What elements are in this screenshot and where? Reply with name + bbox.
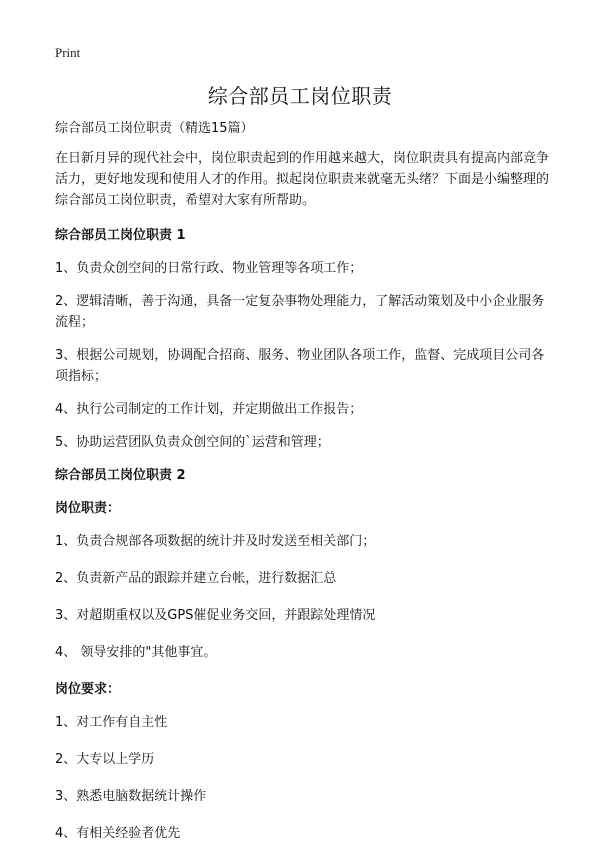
list-item: 2、负责新产品的跟踪并建立台帐，进行数据汇总 [55, 571, 337, 586]
list-item: 1、负责众创空间的日常行政、物业管理等各项工作； [55, 261, 363, 276]
list-item: 3、根据公司规划，协调配合招商、服务、物业团队各项工作，监督、完成项目公司各项指标； [55, 348, 545, 384]
section-heading-2: 综合部员工岗位职责 2 [55, 468, 186, 483]
intro-paragraph: 在日新月异的现代社会中，岗位职责起到的作用越来越大，岗位职责具有提高内部竞争活力，更好地发现和使用人才的作用。拟起岗位职责来就毫无头绪？下面是小编整理的综合部员工岗位职责，希望对大家有所帮助。 [55, 151, 550, 208]
document-body [55, 118, 553, 860]
list-item: 4、有相关经验者优先 [55, 826, 181, 841]
duties-heading: 岗位职责： [55, 501, 121, 516]
print-link[interactable]: Print [55, 45, 81, 60]
list-item: 2、逻辑清晰，善于沟通，具备一定复杂事物处理能力，了解活动策划及中小企业服务流程； [55, 294, 545, 330]
list-item: 3、熟悉电脑数据统计操作 [55, 789, 207, 804]
list-item: 3、对超期重权以及GPS催促业务交回，并跟踪处理情况 [55, 608, 376, 623]
page-title: 综合部员工岗位职责 [207, 84, 393, 108]
list-item: 1、负责合规部各项数据的统计并及时发送至相关部门； [55, 534, 376, 549]
document-subtitle: 综合部员工岗位职责（精选15篇） [55, 121, 254, 136]
requirements-heading: 岗位要求： [55, 682, 121, 697]
list-item: 1、对工作有自主性 [55, 715, 168, 730]
list-item: 5、协助运营团队负责众创空间的`运营和管理； [55, 435, 330, 450]
list-item: 4、 领导安排的"其他事宜。 [55, 645, 217, 660]
section-heading-1: 综合部员工岗位职责 1 [55, 228, 186, 243]
list-item: 4、执行公司制定的工作计划，并定期做出工作报告； [55, 402, 363, 417]
list-item: 2、大专以上学历 [55, 752, 155, 767]
